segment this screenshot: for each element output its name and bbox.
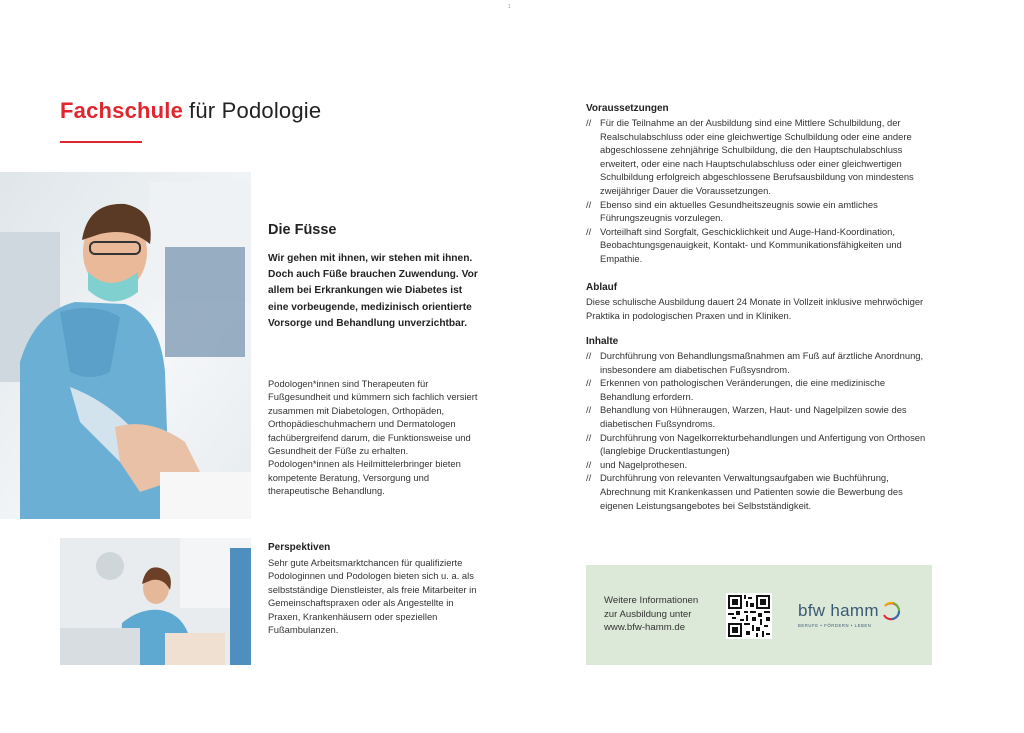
list-item-text: Ebenso sind ein aktuelles Gesundheitszeugnis sowie ein amtliches Führungszeugnis vorzulegen. xyxy=(600,198,878,224)
list-marker: // xyxy=(586,377,592,389)
list-item-text: Durchführung von relevanten Verwaltungsaufgaben wie Buchführung, Abrechnung mit Krankenkassen und Patienten sowie die Bewerbung des eigenen Leistungsangebotes bei Selbstständigkeit. xyxy=(600,472,903,511)
title-underline xyxy=(60,141,142,143)
info-text xyxy=(604,594,716,635)
list-item xyxy=(586,471,936,512)
inhalte-heading: Inhalte xyxy=(586,336,619,347)
list-item-text: Durchführung von Nagelkorrekturbehandlungen und Anfertigung von Orthosen (langlebige Druckentlastungen) xyxy=(600,431,926,457)
website-link[interactable]: www.bfw-hamm.de xyxy=(604,622,686,634)
body-paragraph: Podologen*innen sind Therapeuten für Fußgesundheit und kümmern sich fachlich versiert zusammen mit Diabetologen, Orthopäden, Orthopädieschuhmachern und Dermatologen fachübergreifend darum, die Funktionsweise und Gesundheit der Füße zu erhalten. Podologen*innen als Heilmittelerbringer bieten kompetente Beratung, Versorgung und therapeutische Behandlung. xyxy=(268,378,478,497)
podiatrist-photo xyxy=(0,172,251,519)
page-title-rest: für Podologie xyxy=(189,98,322,123)
ablauf-heading: Ablauf xyxy=(586,282,618,293)
list-item xyxy=(586,376,936,403)
list-item-text: Erkennen von pathologischen Veränderungen, die eine medizinische Behandlung erfordern. xyxy=(600,377,886,402)
list-marker: // xyxy=(586,198,592,210)
ablauf-section xyxy=(586,281,936,322)
list-item-text: und Nagelprothesen. xyxy=(600,458,688,470)
logo-tagline: BERUFE • FÖRDERN • LEBEN xyxy=(798,623,872,628)
list-marker: // xyxy=(586,431,592,443)
qr-code-icon[interactable] xyxy=(726,593,772,639)
perspektiven-paragraph: Sehr gute Arbeitsmarktchancen für qualifizierte Podologinnen und Podologen bieten sich u. a. als selbstständige Dienstleister, als freie Mitarbeiter in Gemeinschaftspraxen oder als Angestellte in Praxen, Krankenhäusern oder speziellen Fußambulanzen. xyxy=(268,557,477,636)
info-line-1: Weitere Informationen xyxy=(604,595,699,606)
info-line-2: zur Ausbildung unter xyxy=(604,608,692,620)
list-marker: // xyxy=(586,350,592,361)
list-item-text: Durchführung von Behandlungsmaßnahmen am Fuß auf ärztliche Anordnung, insbesondere am diabetischen Fußsysndrom. xyxy=(600,350,924,375)
section-heading-fuesse: Die Füsse xyxy=(268,222,337,238)
swoosh-icon xyxy=(881,601,901,621)
voraussetzungen-heading: Voraussetzungen xyxy=(586,103,669,114)
info-box xyxy=(586,565,932,665)
list-marker: // xyxy=(586,225,592,237)
perspektiven-heading: Perspektiven xyxy=(268,542,331,553)
bfw-hamm-logo xyxy=(798,601,914,628)
list-item-text: Behandlung von Hühneraugen, Warzen, Haut- und Nagelpilzen sowie des diabetischen Fußsyndroms. xyxy=(600,404,907,429)
list-marker: // xyxy=(586,458,592,470)
list-item xyxy=(586,349,936,376)
voraussetzungen-section xyxy=(586,102,936,266)
ablauf-text: Diese schulische Ausbildung dauert 24 Monate in Vollzeit inklusive mehrwöchiger Praktika in podologischen Praxen und in Kliniken. xyxy=(586,296,924,321)
list-item xyxy=(586,198,936,225)
list-marker: // xyxy=(586,404,592,416)
logo-wordmark xyxy=(798,601,914,621)
list-marker: // xyxy=(586,117,592,128)
intro-paragraph: Wir gehen mit ihnen, wir stehen mit ihnen. Doch auch Füße brauchen Zuwendung. Vor allem bei Erkrankungen wie Diabetes ist eine vorbeugende, medizinisch orientierte Vorsorge und Behandlung unverzichtbar. xyxy=(268,253,478,329)
list-marker: // xyxy=(586,472,592,484)
list-item xyxy=(586,458,936,472)
inhalte-list xyxy=(586,349,936,512)
list-item xyxy=(586,403,936,430)
inhalte-section xyxy=(586,335,936,512)
podiatrist-smiling-photo xyxy=(60,538,251,665)
page-title xyxy=(60,98,321,124)
list-item xyxy=(586,225,936,266)
logo-word: bfw hamm xyxy=(798,601,879,620)
list-item xyxy=(586,431,936,458)
page-title-accent: Fachschule xyxy=(60,98,184,123)
voraussetzungen-list xyxy=(586,116,936,266)
list-item-text: Vorteilhaft sind Sorgfalt, Geschicklichkeit und Auge-Hand-Koordination, Beobachtungsgenauigkeit, Kontakt- und Kommunikationsfähigkeiten und Empathie. xyxy=(600,225,902,264)
list-item xyxy=(586,116,936,198)
list-item-text: Für die Teilnahme an der Ausbildung sind eine Mittlere Schulbildung, der Realschulabschluss oder eine gleichwertige Schulbildung oder eine andere abgeschlossene zehnjährige Schulbildung, die den Hauptschulabschluss erweitert, oder eine nach Hauptschulabschluss oder einer gleichwertigen Schulbildung erfolgreich abgeschlossene Berufsausbildung von mindestens zweijähriger Dauer die Voraussetzungen. xyxy=(600,117,914,196)
page-marker: 1 xyxy=(508,4,511,10)
